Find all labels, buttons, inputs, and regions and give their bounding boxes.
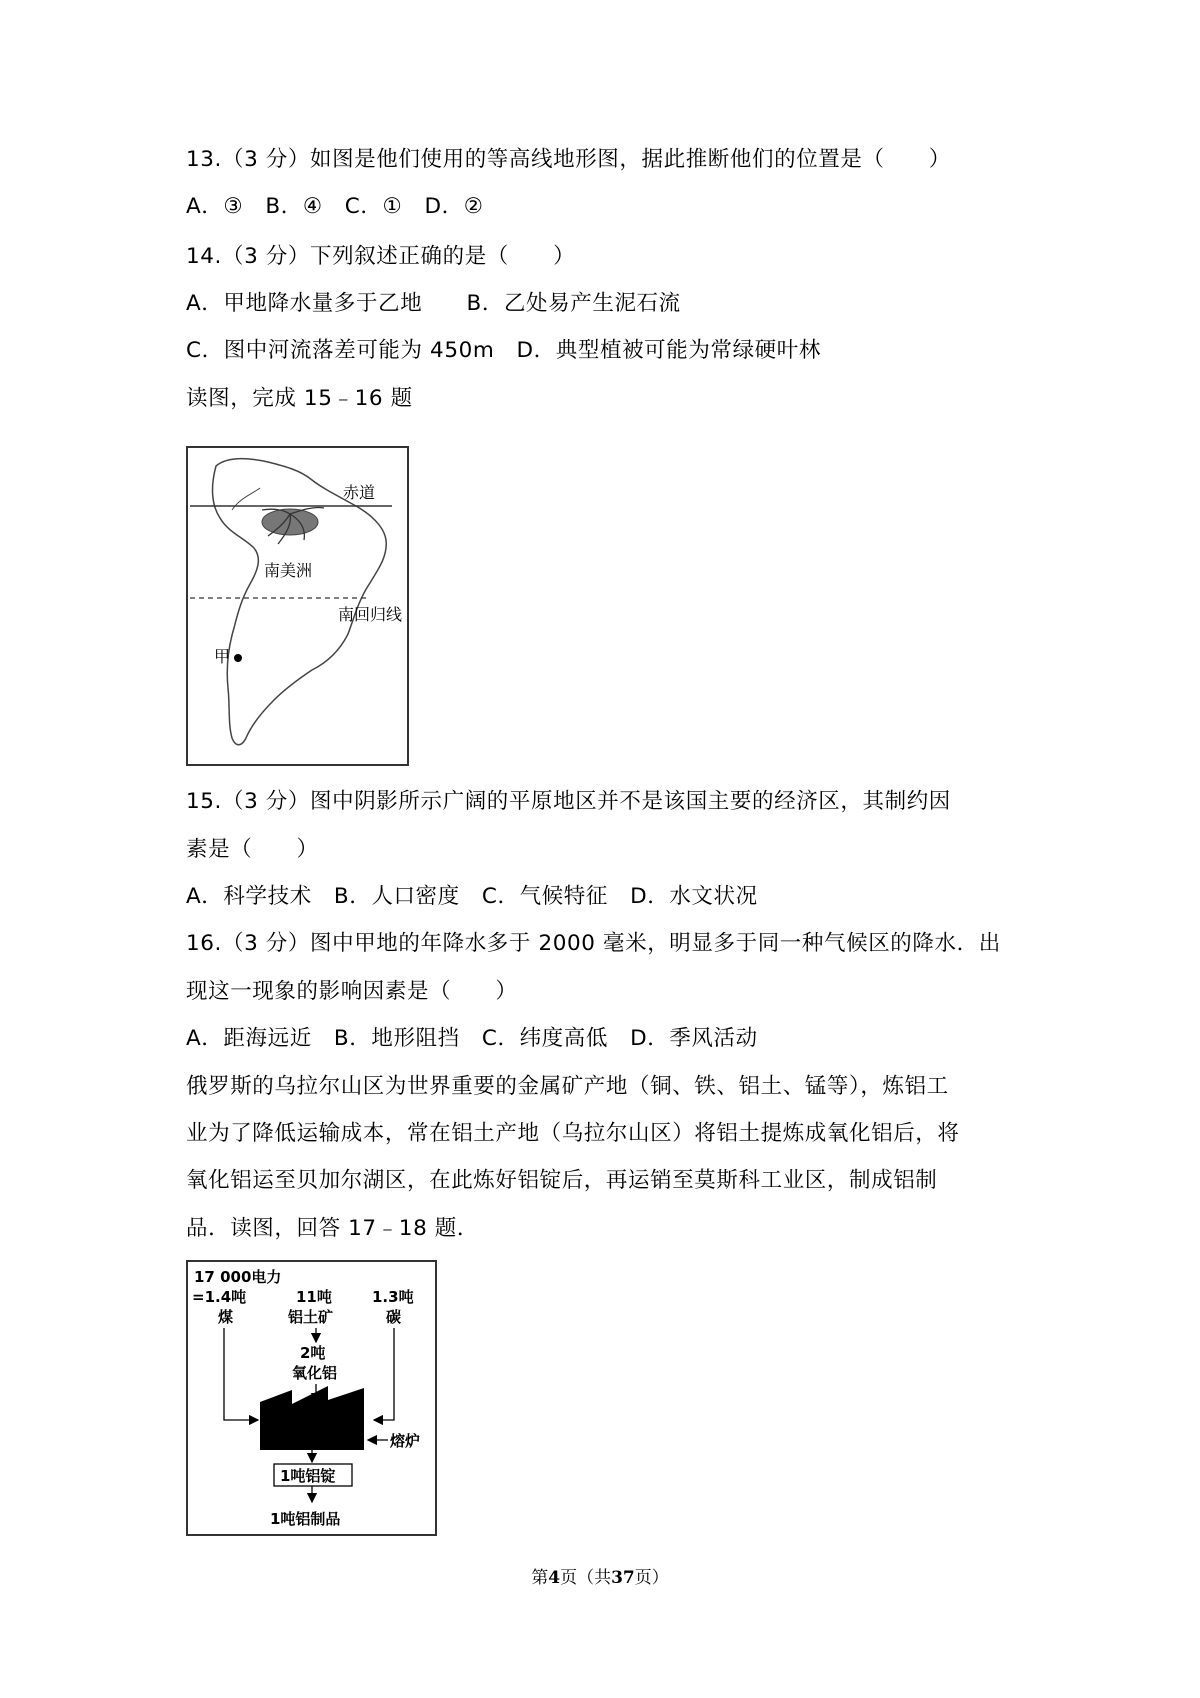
alumina-label: 氧化铝 (292, 1364, 338, 1382)
footer-suffix: 页） (634, 1568, 669, 1588)
footer-total-pages: 37 (611, 1568, 635, 1588)
intro-15-16: 读图，完成 15﹣16 题 (186, 386, 413, 411)
furnace-label: 熔炉 (390, 1432, 421, 1450)
carbon-amount: 1.3吨 (372, 1288, 414, 1306)
label-equator: 赤道 (343, 483, 376, 502)
carbon-label: 碳 (386, 1308, 402, 1326)
footer-page-number: 4 (548, 1568, 561, 1588)
passage-line3: 氧化铝运至贝加尔湖区，在此炼好铝锭后，再运销至莫斯科工业区，制成铝制 (186, 1168, 938, 1193)
bauxite-amount: 11吨 (296, 1288, 332, 1306)
q16-stem-line1: 16.（3 分）图中甲地的年降水多于 2000 毫米，明显多于同一种气候区的降水．出 (186, 931, 1001, 956)
passage-line4: 品．读图，回答 17﹣18 题． (186, 1216, 479, 1241)
q15-stem-line1: 15.（3 分）图中阴影所示广阔的平原地区并不是该国主要的经济区，其制约因 (186, 789, 951, 814)
coal-label: 煤 (218, 1308, 234, 1326)
passage-line1: 俄罗斯的乌拉尔山区为世界重要的金属矿产地（铜、铁、铝土、锰等），炼铝工 (186, 1074, 949, 1099)
q14-options-line2: C．图中河流落差可能为 450m D．典型植被可能为常绿硬叶林 (186, 338, 821, 363)
label-continent: 南美洲 (264, 561, 313, 580)
furnace-icon (260, 1386, 364, 1450)
aluminum-flow-diagram (186, 1260, 437, 1536)
footer-prefix: 第 (531, 1568, 549, 1588)
label-tropic: 南回归线 (338, 605, 403, 624)
q14-options-line1: A．甲地降水量多于乙地 B．乙处易产生泥石流 (186, 291, 681, 316)
page-footer (0, 1563, 1200, 1588)
ingot-label: 1吨铝锭 (280, 1467, 336, 1485)
point-jia (234, 654, 242, 662)
q13-options: A．③ B．④ C．① D．② (186, 194, 484, 219)
alumina-amount: 2吨 (300, 1344, 326, 1362)
coal-amount: =1.4吨 (192, 1288, 247, 1306)
south-america-map (186, 446, 409, 766)
q15-stem-line2: 素是（ ） (186, 837, 319, 862)
q16-stem-line2: 现这一现象的影响因素是（ ） (186, 979, 518, 1004)
q15-options: A．科学技术 B．人口密度 C．气候特征 D．水文状况 (186, 884, 758, 909)
bauxite-label: 铝土矿 (288, 1308, 334, 1326)
passage-line2: 业为了降低运输成本，常在铝土产地（乌拉尔山区）将铝土提炼成氧化铝后，将 (186, 1121, 960, 1146)
power-label: 17 000电力 (194, 1268, 282, 1286)
label-point-jia: 甲 (214, 647, 231, 666)
q14-stem: 14.（3 分）下列叙述正确的是（ ） (186, 244, 576, 269)
product-label: 1吨铝制品 (270, 1510, 341, 1528)
q16-options: A．距海远近 B．地形阻挡 C．纬度高低 D．季风活动 (186, 1026, 758, 1051)
arrow-carbon-furnace (374, 1328, 394, 1420)
footer-mid: 页（共 (560, 1568, 612, 1588)
arrow-coal-furnace (224, 1328, 258, 1420)
q13-stem: 13.（3 分）如图是他们使用的等高线地形图，据此推断他们的位置是（ ） (186, 147, 951, 172)
